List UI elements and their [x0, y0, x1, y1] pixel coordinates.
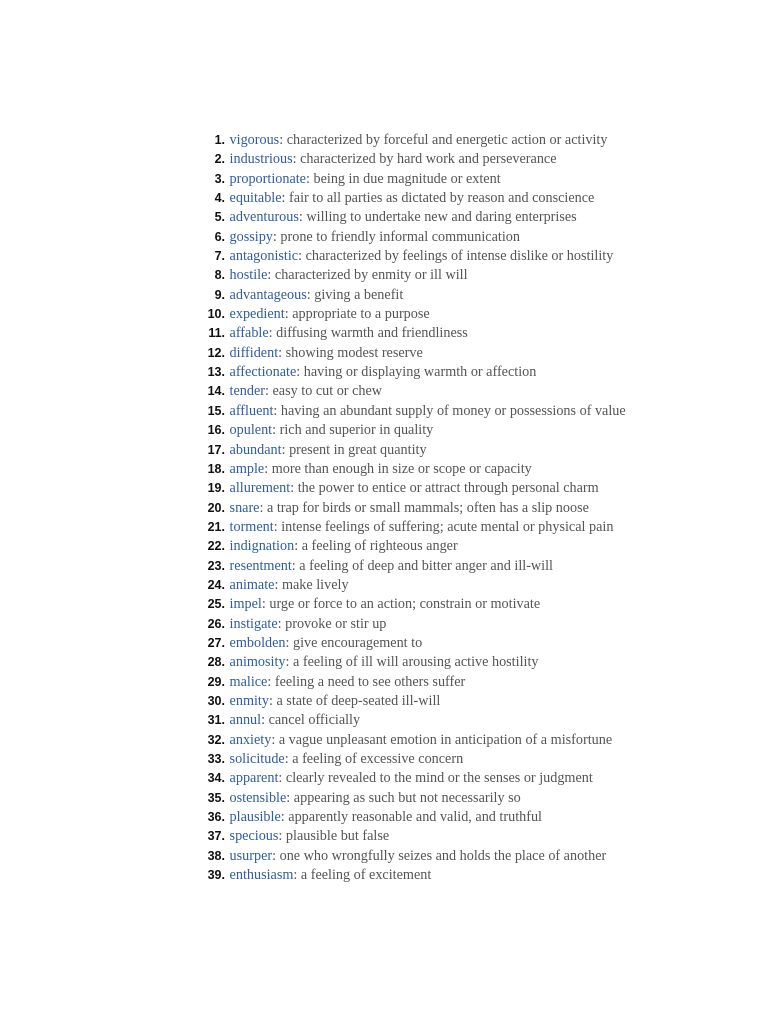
item-text: [229, 827, 678, 846]
vocab-term: abundant: [229, 441, 282, 458]
vocab-definition: showing modest reserve: [285, 344, 423, 361]
term-separator: :: [268, 692, 273, 709]
term-separator: :: [279, 132, 284, 148]
vocab-term: equitable: [229, 190, 282, 207]
term-separator: :: [272, 847, 277, 864]
vocab-definition: having or displaying warmth or affection: [303, 364, 537, 381]
vocab-definition: a feeling of ill will arousing active hostility: [293, 654, 539, 671]
vocab-definition: feeling a need to see others suffer: [274, 673, 466, 690]
vocab-term: specious: [229, 828, 279, 845]
item-text: [229, 402, 678, 421]
vocab-term: hostile: [229, 267, 268, 284]
item-text: [229, 847, 678, 866]
list-item: [198, 769, 678, 788]
list-item: [198, 131, 678, 150]
item-number: 32.: [207, 732, 225, 747]
list-item: [198, 653, 678, 672]
item-number: 21.: [207, 519, 225, 534]
item-text: [229, 479, 678, 498]
item-number: 7.: [214, 249, 225, 264]
item-number: 19.: [207, 481, 225, 496]
item-text: [229, 711, 678, 730]
item-number: 4.: [214, 191, 225, 206]
item-number: 25.: [207, 597, 225, 612]
list-item: [198, 189, 678, 208]
list-item: [198, 576, 678, 595]
item-number: 1.: [214, 133, 225, 147]
item-text: [229, 750, 678, 769]
vocab-term: enmity: [229, 692, 269, 709]
item-text: [229, 595, 678, 614]
item-number: 15.: [207, 403, 225, 418]
vocab-term: impel: [229, 596, 262, 613]
vocab-definition: one who wrongfully seizes and holds the place of another: [279, 847, 607, 864]
item-number: 10.: [207, 307, 225, 322]
vocab-definition: intense feelings of suffering; acute mental or physical pain: [281, 518, 614, 535]
item-number: 8.: [214, 268, 225, 283]
item-number: 17.: [207, 442, 225, 457]
term-separator: :: [281, 441, 286, 458]
item-number: 20.: [207, 500, 225, 515]
term-separator: :: [278, 828, 283, 845]
item-text: [229, 557, 678, 576]
list-item: [198, 324, 678, 343]
term-separator: :: [296, 364, 301, 381]
term-separator: :: [277, 615, 282, 632]
term-separator: :: [273, 402, 278, 419]
item-number: 18.: [207, 461, 225, 476]
vocab-term: industrious: [229, 151, 293, 168]
vocab-definition: having an abundant supply of money or possessions of value: [280, 402, 626, 419]
vocab-term: ostensible: [229, 789, 287, 806]
vocab-term: antagonistic: [229, 248, 299, 265]
list-item: [198, 518, 678, 537]
item-text: [229, 653, 678, 672]
term-separator: :: [268, 325, 273, 342]
item-number: 5.: [214, 210, 225, 225]
vocab-definition: characterized by feelings of intense dislike or hostility: [305, 248, 614, 265]
list-item: [198, 827, 678, 846]
item-text: [229, 305, 678, 324]
term-separator: :: [272, 422, 277, 439]
item-text: [229, 673, 678, 692]
list-item: [198, 595, 678, 614]
item-text: [229, 363, 678, 382]
vocab-definition: fair to all parties as dictated by reason and conscience: [289, 190, 595, 207]
item-text: [229, 228, 678, 247]
vocab-term: affluent: [229, 402, 274, 419]
vocab-definition: make lively: [281, 576, 349, 593]
vocab-term: diffident: [229, 344, 279, 361]
item-text: [229, 731, 678, 750]
list-item: [198, 363, 678, 382]
term-separator: :: [280, 809, 285, 826]
item-text: [229, 421, 678, 440]
item-number: 26.: [207, 616, 225, 631]
vocab-term: enthusiasm: [229, 867, 294, 884]
vocab-term: instigate: [229, 615, 278, 632]
vocab-definition: apparently reasonable and valid, and truthful: [288, 809, 542, 826]
vocab-definition: a feeling of excessive concern: [292, 751, 464, 767]
term-separator: :: [261, 712, 266, 729]
term-separator: :: [298, 248, 303, 265]
list-item: [198, 208, 678, 227]
item-text: [229, 460, 678, 479]
item-number: 16.: [207, 423, 225, 438]
list-item: [198, 382, 678, 401]
term-separator: :: [274, 576, 279, 593]
item-text: [229, 808, 678, 827]
vocab-definition: clearly revealed to the mind or the senses or judgment: [285, 770, 593, 787]
term-separator: :: [259, 499, 264, 516]
item-number: 2.: [214, 152, 225, 167]
vocab-definition: a vague unpleasant emotion in anticipation of a misfortune: [278, 731, 613, 748]
vocab-definition: prone to friendly informal communication: [280, 228, 520, 245]
list-item: [198, 228, 678, 247]
vocab-definition: giving a benefit: [314, 286, 404, 303]
vocab-definition: a state of deep-seated ill-will: [276, 692, 441, 709]
item-number: 11.: [208, 326, 225, 341]
term-separator: :: [306, 286, 311, 303]
list-item: [198, 731, 678, 750]
vocab-term: solicitude: [229, 751, 285, 767]
item-text: [229, 189, 678, 208]
term-separator: :: [285, 654, 290, 671]
item-number: 30.: [207, 693, 225, 708]
list-item: [198, 750, 678, 769]
term-separator: :: [261, 596, 266, 613]
list-item: [198, 247, 678, 266]
vocab-definition: diffusing warmth and friendliness: [276, 325, 468, 342]
list-item: [198, 615, 678, 634]
vocab-term: adventurous: [229, 209, 299, 226]
list-item: [198, 499, 678, 518]
term-separator: :: [294, 538, 299, 555]
item-number: 9.: [214, 287, 225, 302]
item-text: [229, 382, 678, 401]
item-text: [229, 499, 678, 518]
vocab-term: animosity: [229, 654, 286, 671]
term-separator: :: [278, 344, 283, 361]
item-number: 36.: [207, 810, 225, 825]
item-text: [229, 789, 678, 808]
list-item: [198, 711, 678, 730]
list-item: [198, 344, 678, 363]
item-text: [229, 692, 678, 711]
vocab-term: indignation: [229, 538, 295, 555]
vocab-term: anxiety: [229, 731, 272, 748]
item-text: [229, 208, 678, 227]
list-item: [198, 634, 678, 653]
list-item: [198, 673, 678, 692]
vocab-definition: easy to cut or chew: [272, 383, 383, 400]
item-text: [229, 324, 678, 343]
vocab-term: resentment: [229, 557, 292, 574]
vocab-term: tender: [229, 383, 265, 400]
item-number: 14.: [207, 384, 225, 399]
list-item: [198, 170, 678, 189]
item-number: 31.: [207, 713, 225, 728]
vocab-definition: a feeling of excitement: [300, 867, 432, 884]
item-number: 34.: [207, 771, 225, 786]
vocabulary-list: [198, 131, 678, 885]
vocab-definition: urge or force to an action; constrain or motivate: [269, 596, 541, 613]
vocab-term: gossipy: [229, 228, 273, 245]
term-separator: :: [291, 557, 296, 574]
vocab-definition: a trap for birds or small mammals; often has a slip noose: [266, 499, 589, 516]
term-separator: :: [265, 383, 269, 400]
list-item: [198, 537, 678, 556]
item-text: [229, 131, 678, 150]
list-item: [198, 847, 678, 866]
item-number: 29.: [207, 674, 225, 689]
vocab-term: ample: [229, 460, 265, 477]
vocab-definition: being in due magnitude or extent: [313, 170, 501, 187]
vocab-term: affectionate: [229, 364, 297, 381]
vocab-definition: characterized by enmity or ill will: [274, 267, 468, 284]
item-number: 22.: [207, 539, 225, 554]
term-separator: :: [273, 518, 278, 535]
term-separator: :: [271, 731, 276, 748]
vocab-term: annul: [229, 712, 262, 729]
item-number: 35.: [207, 790, 225, 805]
vocab-definition: give encouragement to: [293, 634, 423, 651]
vocab-term: embolden: [229, 634, 286, 651]
vocab-term: advantageous: [229, 286, 307, 303]
item-number: 6.: [214, 229, 225, 244]
vocab-definition: appropriate to a purpose: [292, 306, 430, 323]
vocab-definition: present in great quantity: [289, 441, 427, 458]
term-separator: :: [305, 170, 310, 187]
item-text: [229, 537, 678, 556]
list-item: [198, 866, 678, 885]
vocab-term: malice: [229, 673, 268, 690]
item-number: 3.: [214, 171, 225, 186]
vocab-definition: provoke or stir up: [285, 615, 387, 632]
list-item: [198, 421, 678, 440]
item-text: [229, 441, 678, 460]
list-item: [198, 441, 678, 460]
vocab-definition: more than enough in size or scope or capacity: [271, 460, 532, 477]
vocab-term: proportionate: [229, 170, 306, 187]
term-separator: :: [298, 209, 303, 226]
vocab-definition: a feeling of deep and bitter anger and ill-will: [299, 557, 553, 574]
vocab-definition: appearing as such but not necessarily so: [293, 789, 521, 806]
item-number: 13.: [207, 365, 225, 380]
term-separator: :: [272, 228, 277, 245]
vocab-term: allurement: [229, 480, 291, 497]
item-text: [229, 615, 678, 634]
term-separator: :: [267, 673, 272, 690]
item-number: 39.: [207, 868, 225, 883]
vocab-definition: plausible but false: [285, 828, 390, 845]
list-item: [198, 789, 678, 808]
item-number: 28.: [207, 655, 225, 670]
term-separator: :: [281, 190, 286, 207]
item-text: [229, 866, 678, 885]
item-text: [229, 769, 678, 788]
item-text: [229, 286, 678, 305]
vocab-term: usurper: [229, 847, 273, 864]
vocab-term: vigorous: [229, 132, 280, 148]
list-item: [198, 266, 678, 285]
item-number: 27.: [207, 635, 225, 650]
term-separator: :: [292, 151, 297, 168]
term-separator: :: [293, 867, 298, 884]
vocab-term: opulent: [229, 422, 273, 439]
item-number: 37.: [207, 829, 225, 844]
item-number: 12.: [207, 345, 225, 360]
item-text: [229, 344, 678, 363]
vocab-term: apparent: [229, 770, 279, 787]
list-item: [198, 150, 678, 169]
item-number: 38.: [207, 848, 225, 863]
vocab-definition: characterized by forceful and energetic action or activity: [286, 132, 608, 148]
term-separator: :: [284, 751, 289, 767]
item-text: [229, 266, 678, 285]
term-separator: :: [290, 480, 295, 497]
list-item: [198, 286, 678, 305]
list-item: [198, 479, 678, 498]
item-text: [229, 634, 678, 653]
vocab-term: affable: [229, 325, 269, 342]
vocab-definition: willing to undertake new and daring enterprises: [306, 209, 577, 226]
list-item: [198, 305, 678, 324]
vocab-term: snare: [229, 499, 260, 516]
item-number: 24.: [207, 577, 225, 592]
term-separator: :: [278, 770, 283, 787]
term-separator: :: [286, 789, 291, 806]
term-separator: :: [285, 634, 290, 651]
list-item: [198, 402, 678, 421]
vocab-definition: a feeling of righteous anger: [301, 538, 458, 555]
item-text: [229, 576, 678, 595]
term-separator: :: [264, 460, 269, 477]
item-number: 23.: [207, 558, 225, 573]
list-item: [198, 692, 678, 711]
vocab-definition: rich and superior in quality: [279, 422, 434, 439]
vocab-term: animate: [229, 576, 275, 593]
item-text: [229, 518, 678, 537]
vocab-term: plausible: [229, 809, 281, 826]
list-item: [198, 460, 678, 479]
item-text: [229, 170, 678, 189]
term-separator: :: [267, 267, 272, 284]
item-text: [229, 247, 678, 266]
vocab-term: expedient: [229, 306, 285, 323]
item-number: 33.: [207, 752, 225, 766]
list-item: [198, 808, 678, 827]
vocab-definition: characterized by hard work and perseverance: [300, 151, 557, 168]
term-separator: :: [284, 306, 289, 323]
vocab-definition: the power to entice or attract through personal charm: [297, 480, 599, 497]
list-item: [198, 557, 678, 576]
item-text: [229, 150, 678, 169]
vocab-term: torment: [229, 518, 274, 535]
vocab-definition: cancel officially: [268, 712, 361, 729]
